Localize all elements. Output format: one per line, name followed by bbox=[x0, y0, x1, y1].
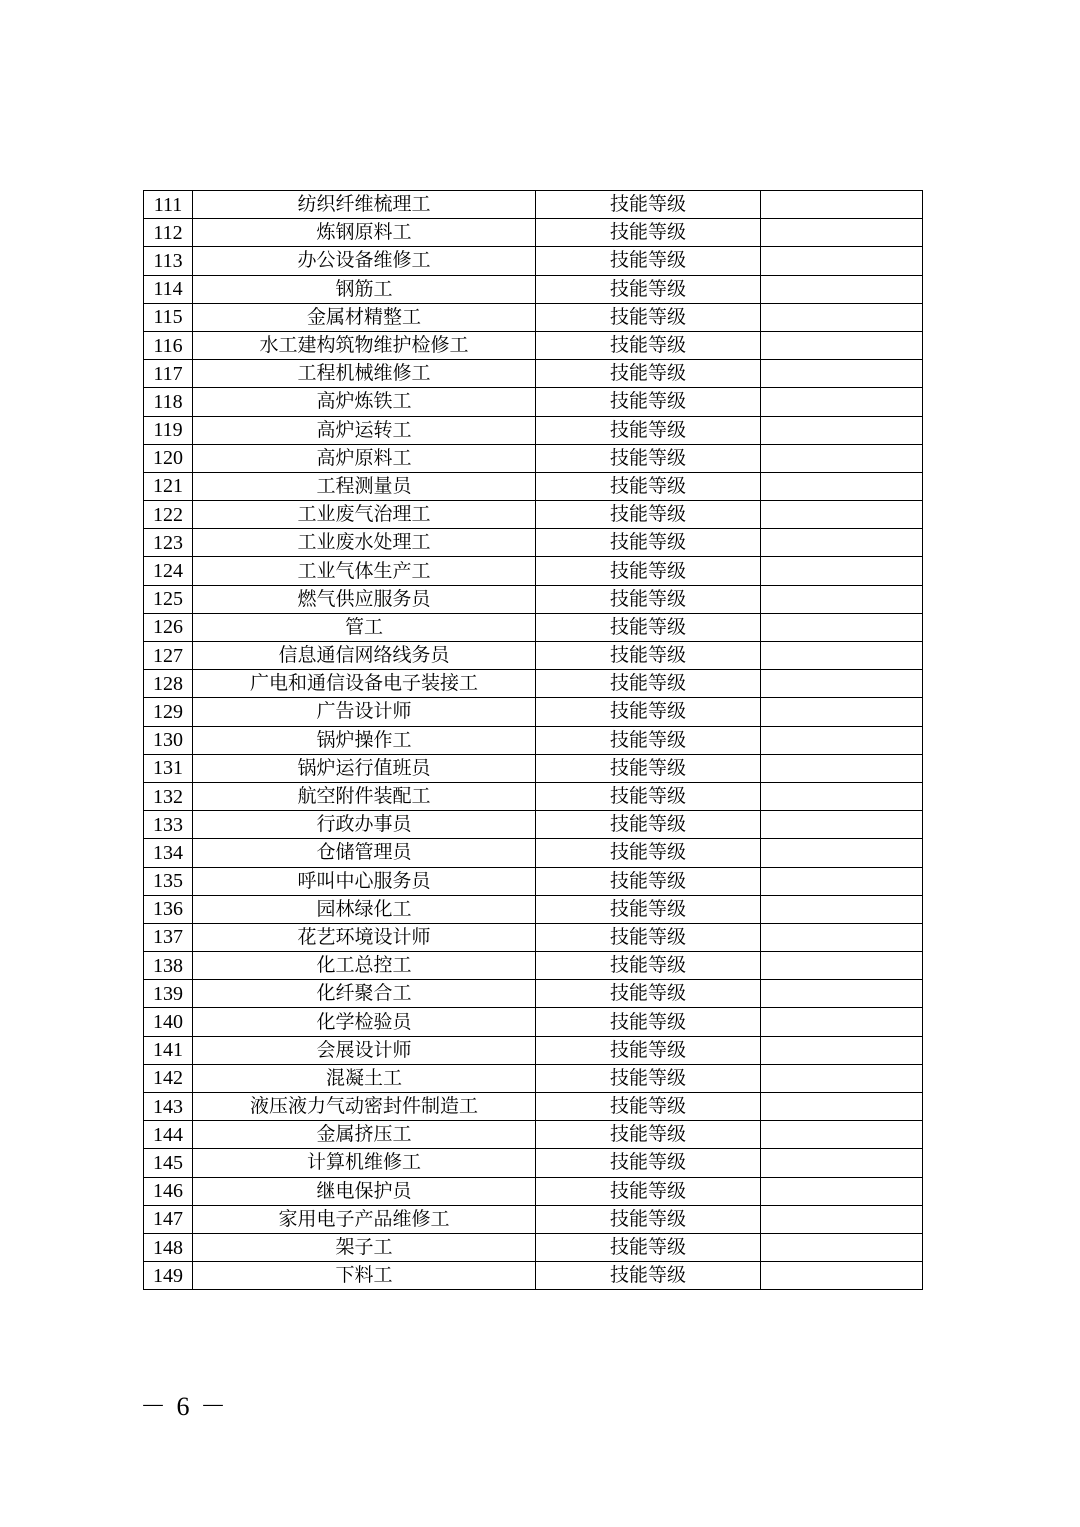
row-number-cell: 134 bbox=[144, 839, 193, 867]
occupation-name-cell: 工业气体生产工 bbox=[193, 557, 536, 585]
table-row bbox=[144, 219, 923, 247]
row-number-cell: 141 bbox=[144, 1036, 193, 1064]
certification-type-cell: 技能等级 bbox=[536, 754, 761, 782]
occupation-name-cell: 金属挤压工 bbox=[193, 1121, 536, 1149]
occupation-name-cell: 工业废气治理工 bbox=[193, 501, 536, 529]
table-body bbox=[144, 191, 923, 1290]
note-cell bbox=[761, 1064, 923, 1092]
occupation-name-cell: 办公设备维修工 bbox=[193, 247, 536, 275]
row-number-cell: 137 bbox=[144, 923, 193, 951]
note-cell bbox=[761, 839, 923, 867]
row-number-cell: 113 bbox=[144, 247, 193, 275]
certification-type-cell: 技能等级 bbox=[536, 782, 761, 810]
row-number-cell: 125 bbox=[144, 585, 193, 613]
occupation-name-cell: 工程机械维修工 bbox=[193, 360, 536, 388]
note-cell bbox=[761, 670, 923, 698]
table-row bbox=[144, 529, 923, 557]
row-number-cell: 114 bbox=[144, 275, 193, 303]
note-cell bbox=[761, 501, 923, 529]
row-number-cell: 142 bbox=[144, 1064, 193, 1092]
note-cell bbox=[761, 585, 923, 613]
table-row bbox=[144, 472, 923, 500]
occupation-name-cell: 化纤聚合工 bbox=[193, 980, 536, 1008]
occupation-name-cell: 钢筋工 bbox=[193, 275, 536, 303]
occupation-name-cell: 金属材精整工 bbox=[193, 303, 536, 331]
row-number-cell: 146 bbox=[144, 1177, 193, 1205]
page-number: － 6 － bbox=[140, 1392, 229, 1421]
certification-type-cell: 技能等级 bbox=[536, 360, 761, 388]
row-number-cell: 133 bbox=[144, 811, 193, 839]
table-row bbox=[144, 557, 923, 585]
table-row bbox=[144, 726, 923, 754]
occupation-name-cell: 液压液力气动密封件制造工 bbox=[193, 1093, 536, 1121]
occupation-name-cell: 高炉原料工 bbox=[193, 444, 536, 472]
certification-type-cell: 技能等级 bbox=[536, 303, 761, 331]
row-number-cell: 147 bbox=[144, 1205, 193, 1233]
note-cell bbox=[761, 388, 923, 416]
table-row bbox=[144, 670, 923, 698]
note-cell bbox=[761, 191, 923, 219]
certification-type-cell: 技能等级 bbox=[536, 585, 761, 613]
certification-type-cell: 技能等级 bbox=[536, 642, 761, 670]
table-row bbox=[144, 811, 923, 839]
certification-type-cell: 技能等级 bbox=[536, 275, 761, 303]
table-row bbox=[144, 388, 923, 416]
note-cell bbox=[761, 331, 923, 359]
occupation-name-cell: 化学检验员 bbox=[193, 1008, 536, 1036]
occupation-name-cell: 化工总控工 bbox=[193, 952, 536, 980]
table-row bbox=[144, 416, 923, 444]
note-cell bbox=[761, 1262, 923, 1290]
note-cell bbox=[761, 1036, 923, 1064]
table-row bbox=[144, 1149, 923, 1177]
note-cell bbox=[761, 1008, 923, 1036]
certification-type-cell: 技能等级 bbox=[536, 219, 761, 247]
certification-type-cell: 技能等级 bbox=[536, 444, 761, 472]
note-cell bbox=[761, 642, 923, 670]
certification-type-cell: 技能等级 bbox=[536, 388, 761, 416]
table-row bbox=[144, 782, 923, 810]
row-number-cell: 136 bbox=[144, 895, 193, 923]
row-number-cell: 126 bbox=[144, 613, 193, 641]
certification-type-cell: 技能等级 bbox=[536, 670, 761, 698]
certification-type-cell: 技能等级 bbox=[536, 1177, 761, 1205]
note-cell bbox=[761, 923, 923, 951]
certification-type-cell: 技能等级 bbox=[536, 472, 761, 500]
table-row bbox=[144, 1262, 923, 1290]
row-number-cell: 129 bbox=[144, 698, 193, 726]
row-number-cell: 117 bbox=[144, 360, 193, 388]
row-number-cell: 149 bbox=[144, 1262, 193, 1290]
occupation-name-cell: 高炉炼铁工 bbox=[193, 388, 536, 416]
certification-type-cell: 技能等级 bbox=[536, 1233, 761, 1261]
certification-type-cell: 技能等级 bbox=[536, 331, 761, 359]
certification-type-cell: 技能等级 bbox=[536, 1064, 761, 1092]
certification-type-cell: 技能等级 bbox=[536, 247, 761, 275]
table-row bbox=[144, 444, 923, 472]
occupation-name-cell: 工业废水处理工 bbox=[193, 529, 536, 557]
row-number-cell: 132 bbox=[144, 782, 193, 810]
table-row bbox=[144, 1064, 923, 1092]
occupation-name-cell: 燃气供应服务员 bbox=[193, 585, 536, 613]
table-row bbox=[144, 642, 923, 670]
row-number-cell: 128 bbox=[144, 670, 193, 698]
certification-type-cell: 技能等级 bbox=[536, 557, 761, 585]
row-number-cell: 122 bbox=[144, 501, 193, 529]
occupation-name-cell: 仓储管理员 bbox=[193, 839, 536, 867]
row-number-cell: 143 bbox=[144, 1093, 193, 1121]
occupation-name-cell: 锅炉操作工 bbox=[193, 726, 536, 754]
occupation-name-cell: 广告设计师 bbox=[193, 698, 536, 726]
certification-type-cell: 技能等级 bbox=[536, 613, 761, 641]
note-cell bbox=[761, 726, 923, 754]
table-row bbox=[144, 1205, 923, 1233]
certification-type-cell: 技能等级 bbox=[536, 839, 761, 867]
row-number-cell: 130 bbox=[144, 726, 193, 754]
note-cell bbox=[761, 529, 923, 557]
occupation-name-cell: 航空附件装配工 bbox=[193, 782, 536, 810]
table-row bbox=[144, 360, 923, 388]
certification-type-cell: 技能等级 bbox=[536, 1262, 761, 1290]
occupation-name-cell: 呼叫中心服务员 bbox=[193, 867, 536, 895]
note-cell bbox=[761, 613, 923, 641]
note-cell bbox=[761, 1233, 923, 1261]
note-cell bbox=[761, 754, 923, 782]
occupation-name-cell: 纺织纤维梳理工 bbox=[193, 191, 536, 219]
row-number-cell: 131 bbox=[144, 754, 193, 782]
row-number-cell: 135 bbox=[144, 867, 193, 895]
note-cell bbox=[761, 247, 923, 275]
certification-type-cell: 技能等级 bbox=[536, 1036, 761, 1064]
certification-type-cell: 技能等级 bbox=[536, 1008, 761, 1036]
table-row bbox=[144, 331, 923, 359]
row-number-cell: 139 bbox=[144, 980, 193, 1008]
occupation-name-cell: 混凝土工 bbox=[193, 1064, 536, 1092]
certification-type-cell: 技能等级 bbox=[536, 726, 761, 754]
certification-type-cell: 技能等级 bbox=[536, 895, 761, 923]
table-row bbox=[144, 247, 923, 275]
table-row bbox=[144, 1233, 923, 1261]
occupation-name-cell: 继电保护员 bbox=[193, 1177, 536, 1205]
table-row bbox=[144, 1177, 923, 1205]
certification-type-cell: 技能等级 bbox=[536, 529, 761, 557]
row-number-cell: 112 bbox=[144, 219, 193, 247]
row-number-cell: 123 bbox=[144, 529, 193, 557]
occupation-name-cell: 家用电子产品维修工 bbox=[193, 1205, 536, 1233]
occupation-name-cell: 广电和通信设备电子装接工 bbox=[193, 670, 536, 698]
table-row bbox=[144, 867, 923, 895]
occupation-name-cell: 锅炉运行值班员 bbox=[193, 754, 536, 782]
occupation-name-cell: 工程测量员 bbox=[193, 472, 536, 500]
certification-type-cell: 技能等级 bbox=[536, 1205, 761, 1233]
occupation-name-cell: 水工建构筑物维护检修工 bbox=[193, 331, 536, 359]
table-row bbox=[144, 1121, 923, 1149]
row-number-cell: 115 bbox=[144, 303, 193, 331]
row-number-cell: 111 bbox=[144, 191, 193, 219]
note-cell bbox=[761, 1093, 923, 1121]
note-cell bbox=[761, 303, 923, 331]
table-row bbox=[144, 754, 923, 782]
certification-type-cell: 技能等级 bbox=[536, 811, 761, 839]
row-number-cell: 119 bbox=[144, 416, 193, 444]
occupation-name-cell: 管工 bbox=[193, 613, 536, 641]
occupation-name-cell: 高炉运转工 bbox=[193, 416, 536, 444]
note-cell bbox=[761, 698, 923, 726]
table-row bbox=[144, 980, 923, 1008]
table-row bbox=[144, 501, 923, 529]
table-row bbox=[144, 303, 923, 331]
row-number-cell: 144 bbox=[144, 1121, 193, 1149]
occupation-name-cell: 炼钢原料工 bbox=[193, 219, 536, 247]
row-number-cell: 127 bbox=[144, 642, 193, 670]
note-cell bbox=[761, 980, 923, 1008]
row-number-cell: 124 bbox=[144, 557, 193, 585]
table-row bbox=[144, 1093, 923, 1121]
note-cell bbox=[761, 867, 923, 895]
note-cell bbox=[761, 444, 923, 472]
table-row bbox=[144, 191, 923, 219]
certification-type-cell: 技能等级 bbox=[536, 867, 761, 895]
note-cell bbox=[761, 219, 923, 247]
occupation-name-cell: 信息通信网络线务员 bbox=[193, 642, 536, 670]
row-number-cell: 145 bbox=[144, 1149, 193, 1177]
certification-type-cell: 技能等级 bbox=[536, 923, 761, 951]
occupation-name-cell: 花艺环境设计师 bbox=[193, 923, 536, 951]
table-row bbox=[144, 1008, 923, 1036]
note-cell bbox=[761, 360, 923, 388]
certification-type-cell: 技能等级 bbox=[536, 952, 761, 980]
row-number-cell: 138 bbox=[144, 952, 193, 980]
table-row bbox=[144, 613, 923, 641]
table-row bbox=[144, 923, 923, 951]
row-number-cell: 118 bbox=[144, 388, 193, 416]
table-row bbox=[144, 1036, 923, 1064]
note-cell bbox=[761, 1177, 923, 1205]
note-cell bbox=[761, 557, 923, 585]
row-number-cell: 120 bbox=[144, 444, 193, 472]
certification-type-cell: 技能等级 bbox=[536, 980, 761, 1008]
certification-type-cell: 技能等级 bbox=[536, 1093, 761, 1121]
occupation-name-cell: 园林绿化工 bbox=[193, 895, 536, 923]
certification-type-cell: 技能等级 bbox=[536, 698, 761, 726]
note-cell bbox=[761, 275, 923, 303]
occupation-table bbox=[143, 190, 923, 1290]
certification-type-cell: 技能等级 bbox=[536, 1121, 761, 1149]
table-row bbox=[144, 585, 923, 613]
occupation-name-cell: 行政办事员 bbox=[193, 811, 536, 839]
note-cell bbox=[761, 1121, 923, 1149]
row-number-cell: 116 bbox=[144, 331, 193, 359]
certification-type-cell: 技能等级 bbox=[536, 1149, 761, 1177]
note-cell bbox=[761, 1205, 923, 1233]
row-number-cell: 140 bbox=[144, 1008, 193, 1036]
occupation-name-cell: 计算机维修工 bbox=[193, 1149, 536, 1177]
table-row bbox=[144, 698, 923, 726]
note-cell bbox=[761, 472, 923, 500]
table-row bbox=[144, 839, 923, 867]
note-cell bbox=[761, 416, 923, 444]
occupation-name-cell: 会展设计师 bbox=[193, 1036, 536, 1064]
table-row bbox=[144, 895, 923, 923]
certification-type-cell: 技能等级 bbox=[536, 501, 761, 529]
note-cell bbox=[761, 952, 923, 980]
certification-type-cell: 技能等级 bbox=[536, 191, 761, 219]
note-cell bbox=[761, 895, 923, 923]
table-row bbox=[144, 275, 923, 303]
note-cell bbox=[761, 782, 923, 810]
note-cell bbox=[761, 1149, 923, 1177]
row-number-cell: 121 bbox=[144, 472, 193, 500]
row-number-cell: 148 bbox=[144, 1233, 193, 1261]
occupation-name-cell: 下料工 bbox=[193, 1262, 536, 1290]
occupation-name-cell: 架子工 bbox=[193, 1233, 536, 1261]
table-row bbox=[144, 952, 923, 980]
note-cell bbox=[761, 811, 923, 839]
certification-type-cell: 技能等级 bbox=[536, 416, 761, 444]
